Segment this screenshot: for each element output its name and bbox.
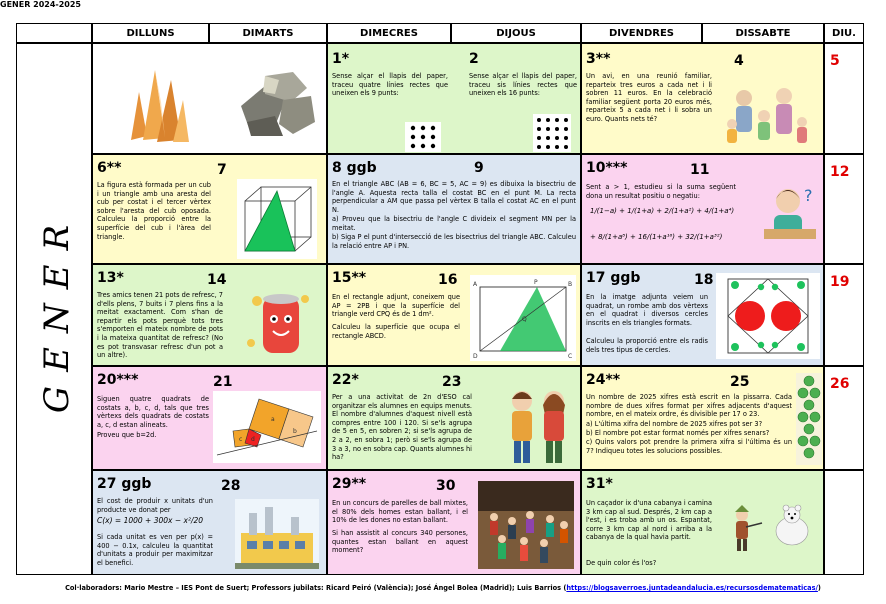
family-image [722,80,812,150]
cell-day-17-18 [581,264,824,366]
cell-day-3-4 [581,43,824,154]
header-dissabte: DISSABTE [702,23,824,43]
footer-credits [0,584,886,592]
day-number-30: 30 [436,478,456,494]
svg-text:P: P [534,279,538,286]
top-title: GENER 2024-2025 [0,0,81,9]
day-number-22: 22* [332,372,359,388]
day-number-9: 9 [474,160,484,176]
day-number-23: 23 [442,374,462,390]
header-dilluns: DILLUNS [92,23,209,43]
cell-day-19 [824,264,864,366]
problem-text-17b: Calculeu la proporció entre els radis dels tres tipus de cercles. [586,337,708,354]
cell-day-12 [824,154,864,264]
problem-text-8: En el triangle ABC (AB = 6, BC = 5, AC = 9) es dibuixa la bisectriu de l'angle A. Aquesta recta talla el costat BC en el punt M. La recta perpendicular a AM que passa pel vèrtex B talla el costat AC en el punt N. [332,180,576,214]
soda-can-image [243,287,317,359]
day-number-17: 17 ggb [586,270,641,286]
problem-text-20: Siguen quatre quadrats de costats a, b, c, d, tals que tres vèrtexs dels quadrats de costats a, c, d estan alineats. [97,395,209,429]
day-number-7: 7 [217,162,227,178]
cell-day-22-23 [327,366,581,470]
problem-text-15: En el rectangle adjunt, coneixem que AP = 2PB i que la superfície del triangle verd CPQ és de 1 dm². [332,293,460,319]
problem-text-29: En un concurs de parelles de ball mixtes, el 80% dels homes estan ballant, i el 10% de les dones no estan ballant. [332,499,468,525]
thinking-student-image [760,179,820,241]
header-divendres: DIVENDRES [581,23,702,43]
cell-day-10-11 [581,154,824,264]
problem-text-29b: Si han assistit al concurs 340 persones, quantes estan ballant en aquest moment? [332,529,468,555]
day-number-31: 31* [586,476,613,492]
header-diumenge: DIU. [824,23,864,43]
four-squares-figure [213,391,321,463]
cell-day-5 [824,43,864,154]
cell-day-2 [451,43,581,154]
month-label: GENER [37,210,77,414]
day-number-11: 11 [690,162,710,178]
day-number-6: 6** [97,160,122,176]
day-number-26: 26 [830,376,850,392]
problem-text-10: Sent a > 1, estudieu si la suma següent dona un resultat positiu o negatiu: [586,183,736,200]
formula-27: C(x) = 1000 + 300x − x²/20 [97,516,204,525]
cell-day-15-16 [327,264,581,366]
problem-text-24b: b) El nombre pot estar format només per xifres senars? [586,429,770,437]
header-dimarts: DIMARTS [209,23,327,43]
day-number-4: 4 [734,53,744,69]
day-number-20: 20*** [97,372,139,388]
square-rhombus-circles-figure [716,273,820,359]
cube-triangle-figure [237,179,317,259]
cell-day-20-21 [92,366,327,470]
cell-day-1 [327,43,451,154]
day-number-15: 15** [332,270,367,286]
problem-text-27: El cost de produir x unitats d'un producte ve donat per [97,497,213,514]
problem-text-24: Un nombre de 2025 xifres està escrit en la pissarra. Cada nombre de dues xifres format per xifres adjacents d'aquest nombre, en el mateix ordre, és divisible per 17 o 23. [586,393,792,419]
cell-day-13-14 [92,264,327,366]
day-number-19: 19 [830,274,850,290]
svg-text:B: B [568,281,573,288]
formula-10a: 1/(1−a) + 1/(1+a) + 2/(1+a²) + 4/(1+a⁴) [590,207,735,215]
problem-text-15b: Calculeu la superfície que ocupa el rectangle ABCD. [332,323,460,340]
hunter-bear-image [722,497,822,557]
day-number-10: 10*** [586,160,628,176]
month-column [16,43,92,575]
svg-text:D: D [473,353,478,360]
cell-day-24-25 [581,366,824,470]
header-blank [16,23,92,43]
svg-text:A: A [473,281,478,288]
day-number-25: 25 [730,374,750,390]
sixteen-dots-figure [533,114,571,152]
problem-text-31b: De quin color és l'os? [586,559,657,567]
day-number-3: 3** [586,51,611,67]
day-number-1: 1* [332,51,350,67]
day-number-12: 12 [830,164,850,180]
rectangle-triangle-figure [470,275,576,361]
header-dimecres: DIMECRES [327,23,451,43]
peas-column-image [796,373,822,465]
cell-day-27-28 [92,470,327,575]
problem-text-17: En la imatge adjunta veiem un quadrat, un rombe amb dos vèrtexs en el quadrat i diversos cercles inscrits en els triangles formats. [586,293,708,327]
problem-text-8a: a) Proveu que la bisectriu de l'angle C divideix el segment MN per la meitat. [332,215,576,232]
svg-text:b: b [293,428,297,435]
day-number-29: 29** [332,476,367,492]
cell-day-31 [581,470,824,575]
problem-text-1: Sense alçar el llapis del paper, traceu quatre línies rectes que uneixen els 9 punts: [332,72,448,98]
cell-blank-week1 [92,43,327,154]
header-dijous: DIJOUS [451,23,581,43]
day-number-8: 8 ggb [332,160,377,176]
problem-text-13: Tres amics tenen 21 pots de refresc, 7 d'ells plens, 7 buits i 7 plens fins a la meitat exactament. Com s'han de repartir els pots perquè tots tres s'emporten el mateix nombre de pots i la mateixa quantitat de refresc? (No es pot transvasar refresc d'un pot a un altre). [97,291,223,360]
nine-dots-figure [405,122,441,152]
dance-contest-image [478,481,574,569]
footer-end: ) [817,584,821,592]
calendar-grid [16,23,864,575]
factory-image [235,499,319,569]
problem-text-24c: c) Quins valors pot prendre la primera xifra si l'última és un 7? Indiqueu totes les solucions possibles. [586,438,792,455]
crystal-image [121,62,191,144]
svg-text:d: d [251,436,255,443]
cell-blank-end [824,470,864,575]
problem-text-22: Per a una activitat de 2n d'ESO cal organitzar els alumnes en equips menuts. El nombre d'alumnes d'aquest nivell està compres entre 100 i 120. Si se'ls agrupa de 5 en 5, en sobren 2; si se'ls agrupa de 2 a 2, en sobra 1; però si se'ls agrupa de 3 a 3, no en sobra cap. Quants alumnes hi ha? [332,393,472,462]
day-number-24: 24** [586,372,621,388]
problem-text-3: Un avi, en una reunió familiar, reparteix tres euros a cada net i li sobren 11 euros. En la celebració familiar següent porta 20 euros més, reparteix 5 a cada net i li sobra un euro. Quants nets té? [586,72,712,123]
day-number-21: 21 [213,374,233,390]
problem-text-31: Un caçador ix d'una cabanya i camina 3 km cap al sud. Després, 2 km cap a l'est, i es troba amb un os. Espantat, corre 3 km cap al nord i arriba a la cabanya de la qual havia partit. [586,499,712,542]
students-image [500,383,576,467]
problem-text-27b: Si cada unitat es ven per p(x) = 400 − 0.1x, calculeu la quantitat d'unitats a produir per maximitzar el benefici. [97,533,213,567]
svg-text:a: a [271,416,275,423]
problem-text-24a: a) L'última xifra del nombre de 2025 xifres pot ser 3? [586,420,763,428]
footer-text: Col·laboradors: Mario Mestre – IES Pont de Suert; Professors jubilats: Ricard Peiró (València); José Ángel Bolea (Madrid); Luis Barrios ( [65,584,567,592]
pyrite-image [235,66,317,138]
problem-text-2: Sense alçar el llapis del paper, traceu sis línies rectes que uneixen els 16 punts: [469,72,577,98]
cell-day-29-30 [327,470,581,575]
day-number-13: 13* [97,270,124,286]
problem-text-20b: Proveu que b=2d. [97,431,157,439]
day-number-18: 18 [694,272,714,288]
formula-10b: + 8/(1+a⁸) + 16/(1+a¹⁶) + 32/(1+a³²) [590,233,723,241]
problem-text-6: La figura està formada per un cub i un triangle amb una aresta del cub per costat i el tercer vèrtex sobre l'aresta del cub oposada. Calculeu la proporció entre la superfície del cub i l'àrea del triangle. [97,181,211,241]
svg-text:?: ? [804,186,813,205]
svg-text:C: C [568,353,573,360]
day-number-16: 16 [438,272,458,288]
svg-text:c: c [239,436,243,443]
cell-day-6-7 [92,154,327,264]
day-number-5: 5 [830,53,840,69]
cell-day-8-9 [327,154,581,264]
day-number-2: 2 [469,51,479,67]
cell-day-26 [824,366,864,470]
svg-text:Q: Q [522,316,527,323]
day-number-27: 27 ggb [97,476,152,492]
footer-link[interactable]: https://blogsaverroes.juntadeandalucia.es/recursosdematematicas/ [566,584,818,592]
problem-text-8b: b) Siga P el punt d'intersecció de les bisectrius del triangle ABC. Calculeu la relació entre AP i PN. [332,233,576,250]
day-number-14: 14 [207,272,227,288]
day-number-28: 28 [221,478,241,494]
